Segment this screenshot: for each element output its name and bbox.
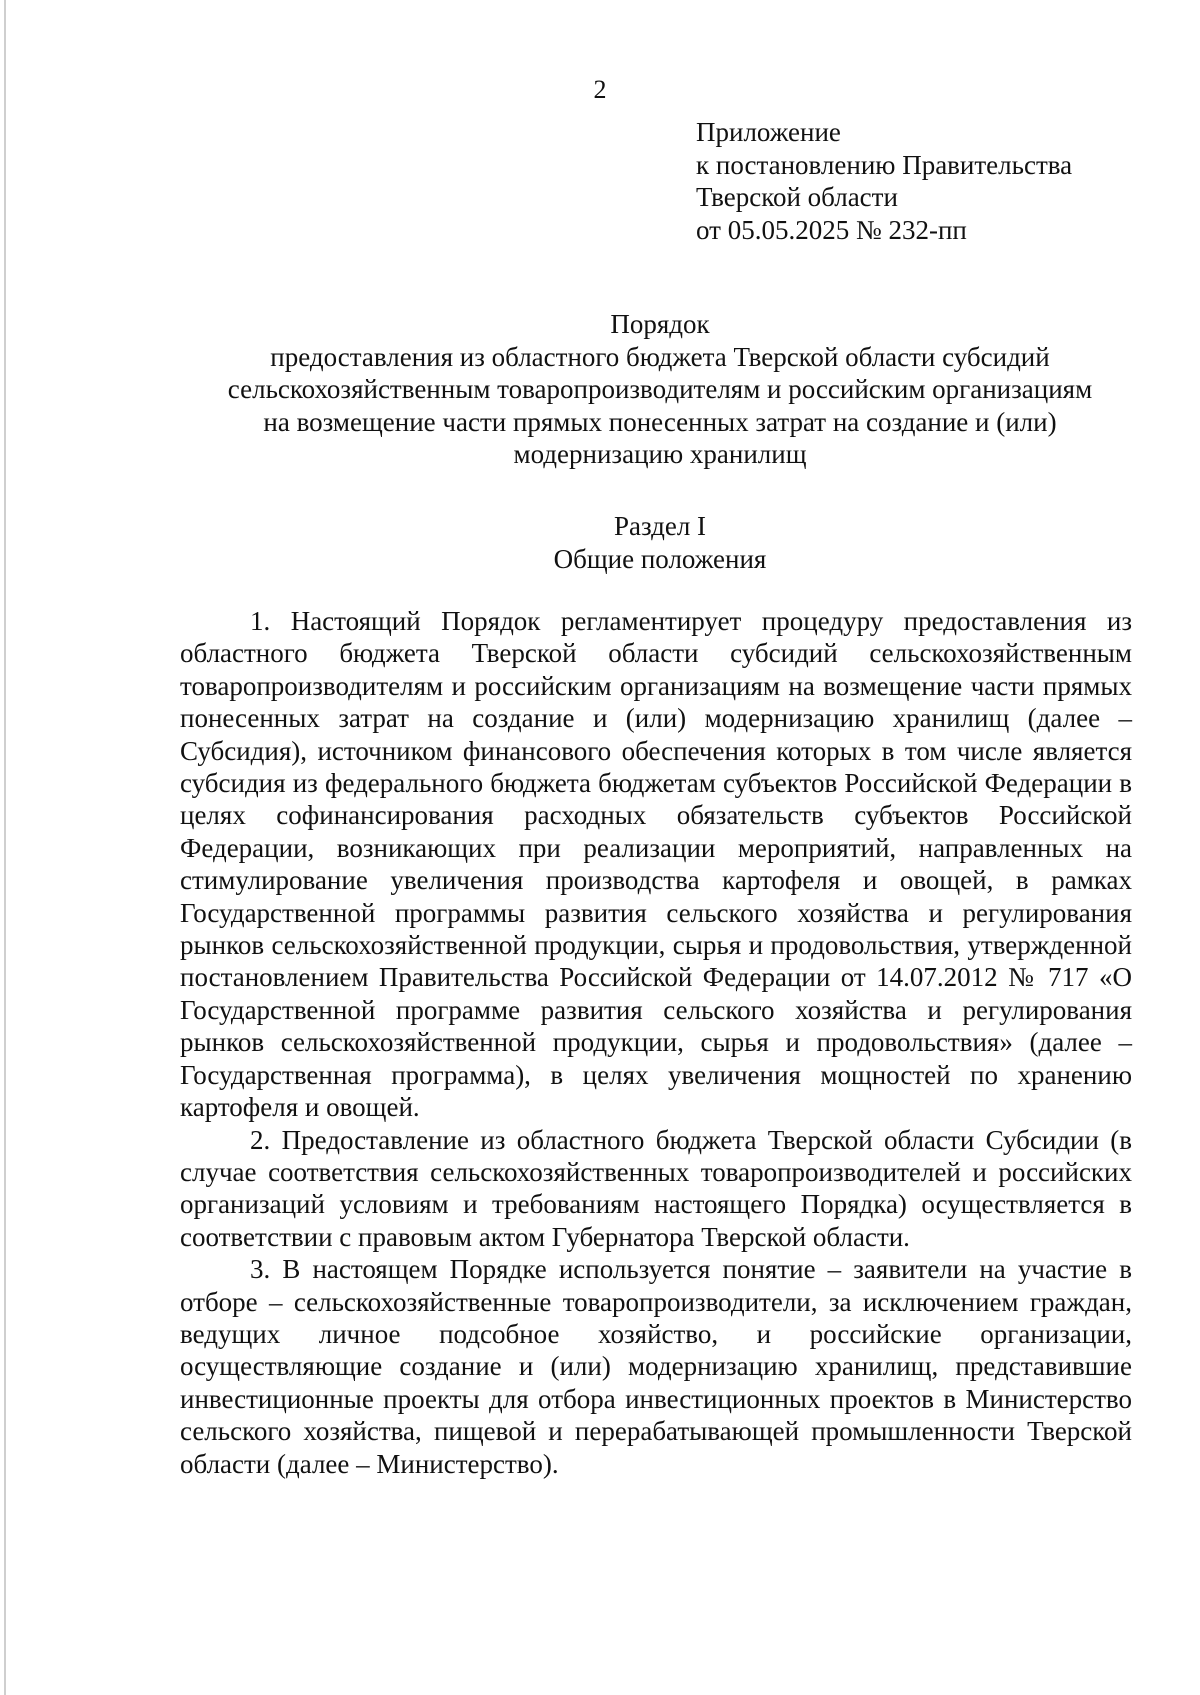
page-number: 2 xyxy=(593,75,607,104)
document-title xyxy=(150,308,1170,471)
paragraph-3: 3. В настоящем Порядке используется понятие – заявители на участие в отборе – сельскохозяйственные товаропроизводители, за исключением граждан, ведущих личное подсобное хозяйство, и российские организации, осуществляющие создание и (или) модернизацию хранилищ, представившие инвестиционные проекты для отбора инвестиционных проектов в Министерство сельского хозяйства, пищевой и перерабатывающей промышленности Тверской области (далее – Министерство). xyxy=(180,1254,1132,1479)
scan-edge-line xyxy=(4,0,6,1695)
section-name: Общие положения xyxy=(553,544,767,574)
appendix-line: Тверской области xyxy=(696,182,898,212)
paragraph-1: 1. Настоящий Порядок регламентирует процедуру предоставления из областного бюджета Тверской области субсидий сельскохозяйственным товаропроизводителям и российским организациям на возмещение части прямых понесенных затрат на создание и (или) модернизацию хранилищ (далее – Субсидия), источником финансового обеспечения которых в том числе является субсидия из федерального бюджета бюджетам субъектов Российской Федерации в целях софинансирования расходных обязательств субъектов Российской Федерации, возникающих при реализации мероприятий, направленных на стимулирование увеличения производства картофеля и овощей, в рамках Государственной программы развития сельского хозяйства и регулирования рынков сельскохозяйственной продукции, сырья и продовольствия, утвержденной постановлением Правительства Российской Федерации от 14.07.2012 № 717 «О Государственной программе развития сельского хозяйства и регулирования рынков сельскохозяйственной продукции, сырья и продовольствия» (далее – Государственная программа), в целях увеличения мощностей по хранению картофеля и овощей. xyxy=(180,606,1132,1123)
title-subtitle-line: на возмещение части прямых понесенных затрат на создание и (или) xyxy=(263,406,1057,437)
paragraph-2: 2. Предоставление из областного бюджета Тверской области Субсидии (в случае соответствия сельскохозяйственных товаропроизводителей и российских организаций условиям и требованиям настоящего Порядка) осуществляется в соответствии с правовым актом Губернатора Тверской области. xyxy=(180,1124,1132,1252)
title-subtitle-line: сельскохозяйственным товаропроизводителям и российским организациям xyxy=(227,374,1093,404)
appendix-line: к постановлению Правительства xyxy=(696,149,1073,180)
appendix-block xyxy=(696,116,1176,246)
title-subtitle-line: модернизацию хранилищ xyxy=(513,439,807,469)
title-subtitle-line: предоставления из областного бюджета Тверской области субсидий xyxy=(270,341,1050,372)
section-number: Раздел I xyxy=(613,511,707,541)
appendix-line: от 05.05.2025 № 232-пп xyxy=(696,214,967,245)
title-heading: Порядок xyxy=(610,309,710,339)
section-heading xyxy=(150,510,1170,576)
body-text xyxy=(180,605,1132,1480)
appendix-line: Приложение xyxy=(696,117,841,147)
